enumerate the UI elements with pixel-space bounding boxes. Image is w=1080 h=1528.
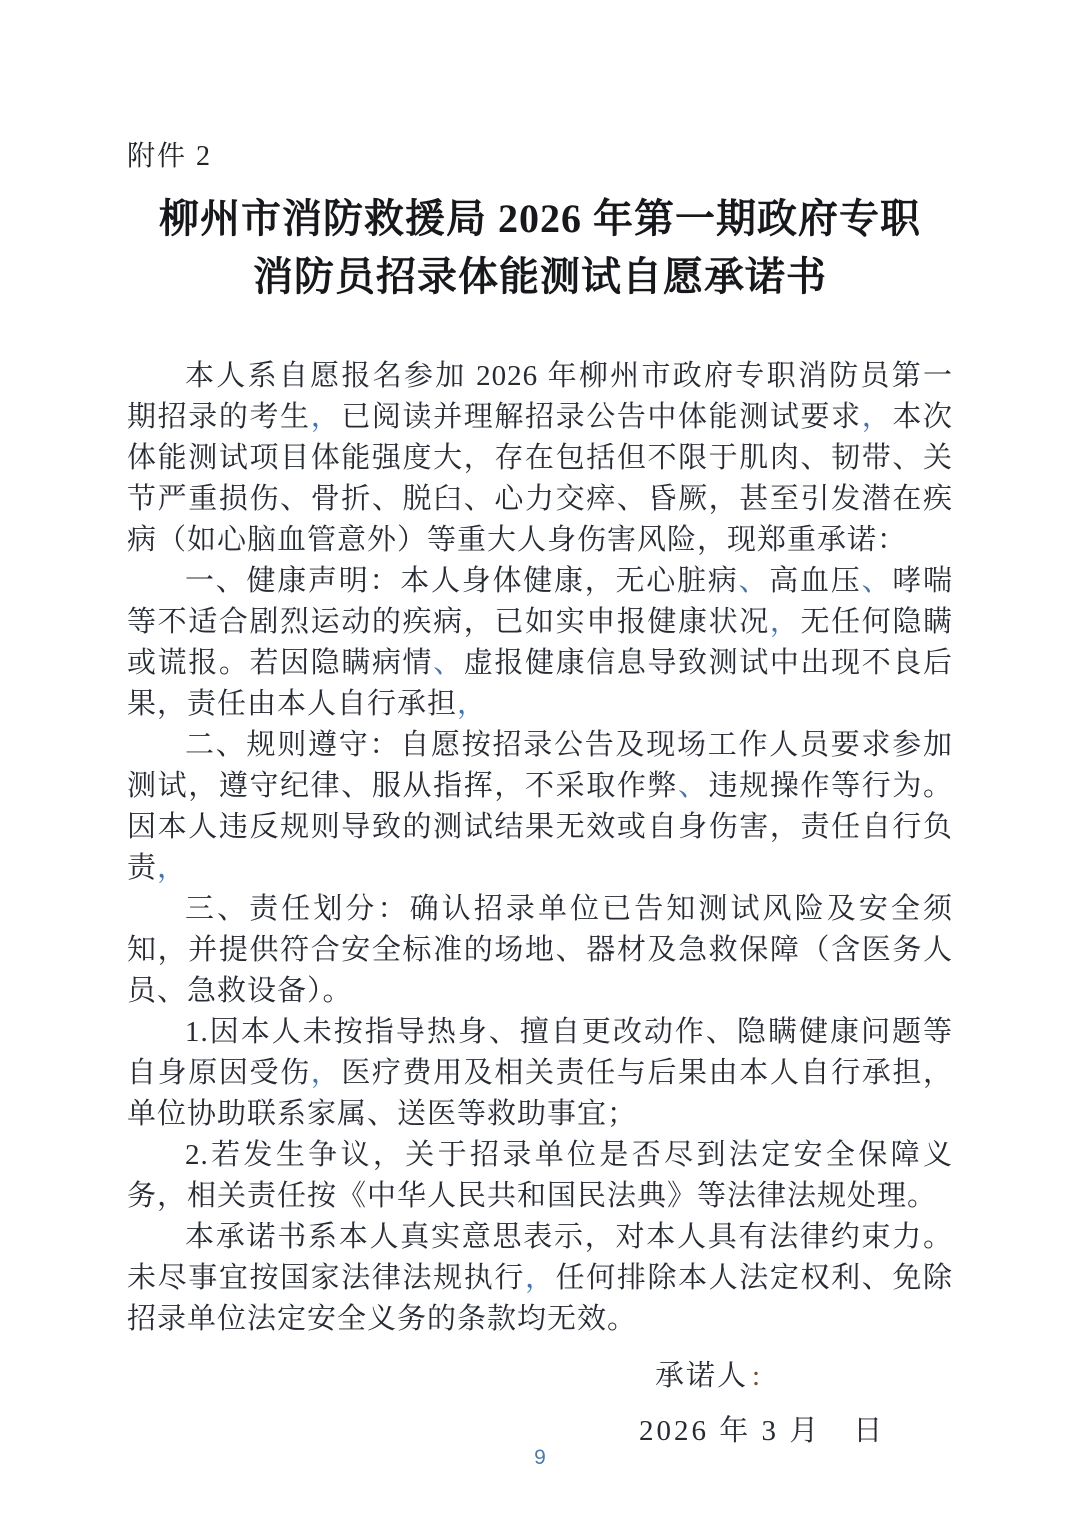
paragraph-text: 二、规则遵守：自愿按招录公告及现场工作人员要求参加测试，遵守纪律、服从指挥，不采取作弊 [127,729,953,802]
document-title [127,190,953,306]
paragraph-text: 虚报健康信息导致测试中出现不良后果，责任由本人自行承担 [127,647,953,720]
accent-punctuation: 、 [678,770,709,802]
accent-punctuation: ， [310,1057,342,1089]
accent-punctuation: 、 [433,647,464,679]
paragraph-text: 高血压 [769,565,862,597]
accent-punctuation: ， [310,401,342,433]
promisor-colon: : [752,1360,763,1392]
accent-punctuation: ， [769,606,801,638]
accent-punctuation: ， [524,1262,556,1294]
paragraph-text: 哮喘等不适合剧烈运动的疾病，已如实申报健康状况 [127,565,953,638]
paragraph-text: 一、健康声明：本人身体健康，无心脏病 [185,565,739,597]
date-line: 2026 年 3 月 日 [639,1415,886,1447]
paragraph-text: 三、责任划分：确认招录单位已告知测试风险及安全须知，并提供符合安全标准的场地、器材及急救保障（含医务人员、急救设备）。 [127,893,953,1007]
paragraph-text: 本人系自愿报名参加 2026 年柳州市政府专职消防员第一期招录的考生 [127,360,953,433]
paragraph [127,1012,953,1135]
accent-punctuation: ， [157,852,188,884]
attachment-label: 附件 2 [127,141,213,172]
paragraph-text: 本承诺书系本人真实意思表示，对本人具有法律约束力。未尽事宜按国家法律法规执行 [127,1221,953,1294]
signature-block [127,1356,953,1452]
paragraph-text: 2.若发生争议，关于招录单位是否尽到法定安全保障义务，相关责任按《中华人民共和国民法典》等法律法规处理。 [127,1139,953,1212]
promisor-label: 承诺人 [655,1360,749,1392]
paragraph-text: 无任何隐瞒或谎报。若因隐瞒病情 [127,606,953,679]
paragraph [127,1135,953,1217]
paragraph-text: 任何排除本人法定权利、免除招录单位法定安全义务的条款均无效。 [127,1262,953,1335]
page-number: 9 [534,1446,546,1469]
paragraph-text: 1.因本人未按指导热身、擅自更改动作、隐瞒健康问题等自身原因受伤 [127,1016,953,1089]
paragraph [127,561,953,725]
paragraph [127,1217,953,1340]
accent-punctuation: ， [457,688,488,720]
accent-punctuation: ， [861,401,893,433]
document-title-line-1: 柳州市消防救援局 2026 年第一期政府专职 [159,196,921,241]
paragraph-text: 已阅读并理解招录公告中体能测试要求 [341,401,862,433]
paragraph [127,889,953,1012]
paragraph [127,725,953,889]
document-body [127,356,953,1340]
accent-punctuation: 、 [861,565,893,597]
document-title-line-2: 消防员招录体能测试自愿承诺书 [253,254,827,299]
paragraph-text: 违规操作等行为。因本人违反规则导致的测试结果无效或自身伤害，责任自行负责 [127,770,953,884]
promisor-line [655,1356,953,1397]
paragraph-text: 医疗费用及相关责任与后果由本人自行承担，单位协助联系家属、送医等救助事宜； [127,1057,953,1130]
accent-punctuation: 、 [738,565,770,597]
paragraph-text: 本次体能测试项目体能强度大，存在包括但不限于肌肉、韧带、关节严重损伤、骨折、脱臼、心力交瘁、昏厥，甚至引发潜在疾病（如心脑血管意外）等重大人身伤害风险，现郑重承诺： [127,401,953,556]
paragraph [127,356,953,561]
